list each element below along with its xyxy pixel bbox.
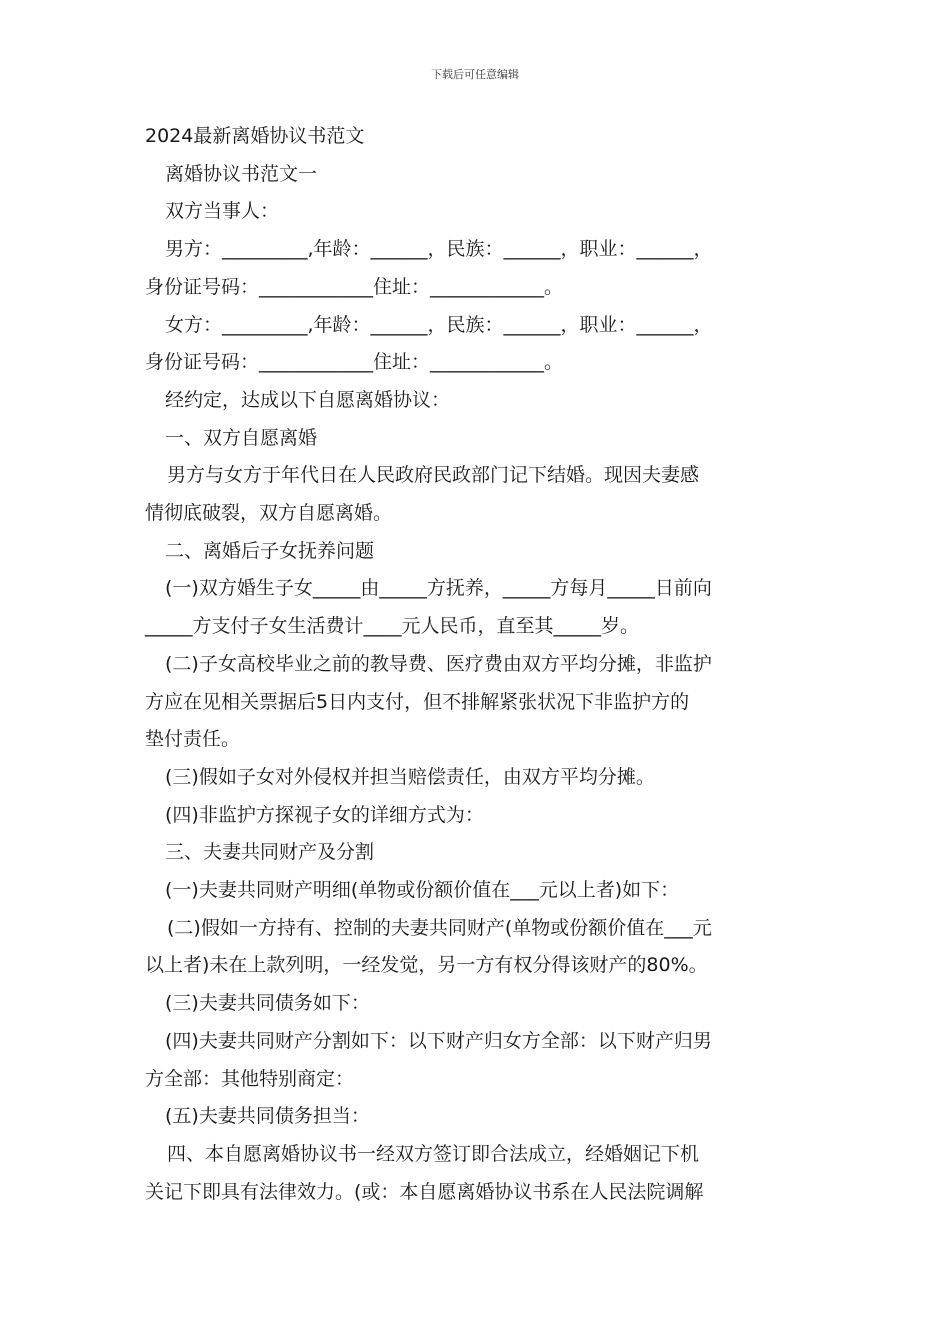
- document-title: 2024最新离婚协议书范文: [145, 125, 365, 147]
- document-paragraph: 身份证号码：____________住址：____________。: [145, 351, 564, 374]
- document-paragraph: (四)夫妻共同财产分割如下：以下财产归女方全部：以下财产归男: [165, 1029, 712, 1052]
- document-paragraph: 情彻底破裂，双方自愿离婚。: [145, 502, 393, 525]
- document-paragraph: 一、双方自愿离婚: [165, 426, 318, 449]
- document-paragraph: 二、离婚后子女抚养问题: [165, 539, 375, 562]
- document-paragraph: 男方与女方于年代日在人民政府民政部门记下结婚。现因夫妻感: [167, 464, 700, 487]
- document-paragraph: (一)夫妻共同财产明细(单物或份额价值在___元以上者)如下：: [165, 879, 680, 902]
- document-paragraph: 男方：_________,年龄：______，民族：______，职业：______，: [165, 238, 713, 261]
- document-paragraph: (一)双方婚生子女_____由_____方抚养，_____方每月_____日前向: [165, 577, 712, 600]
- document-paragraph: _____方支付子女生活费计____元人民币，直至其_____岁。: [145, 615, 640, 638]
- document-paragraph: 三、夫妻共同财产及分割: [165, 841, 375, 864]
- document-paragraph: 方应在见相关票据后5日内支付，但不排解紧张状况下非监护方的: [145, 690, 690, 713]
- document-paragraph: 离婚协议书范文一: [165, 162, 318, 185]
- document-paragraph: 方全部：其他特别商定：: [145, 1067, 355, 1090]
- document-paragraph: (三)假如子女对外侵权并担当赔偿责任，由双方平均分摊。: [165, 765, 655, 788]
- paragraph-list: [145, 156, 810, 1212]
- document-paragraph: (五)夫妻共同债务担当：: [165, 1105, 370, 1128]
- document-paragraph: (四)非监护方探视子女的详细方式为：: [165, 803, 484, 826]
- document-paragraph: 经约定，达成以下自愿离婚协议：: [165, 388, 451, 411]
- document-paragraph: 女方：_________,年龄：______，民族：______，职业：______，: [165, 313, 713, 336]
- document-body: [145, 118, 810, 1211]
- page-header-note: 下载后可任意编辑: [431, 68, 519, 81]
- document-paragraph: 四、本自愿离婚协议书一经双方签订即合法成立，经婚姻记下机: [167, 1142, 700, 1165]
- document-paragraph: 双方当事人：: [165, 200, 280, 223]
- document-paragraph: 以上者)未在上款列明，一经发觉，另一方有权分得该财产的80%。: [145, 954, 708, 977]
- document-paragraph: (二)假如一方持有、控制的夫妻共同财产(单物或份额价值在___元: [167, 916, 712, 939]
- document-paragraph: 身份证号码：____________住址：____________。: [145, 275, 564, 298]
- document-paragraph: (三)夫妻共同债务如下：: [165, 992, 370, 1015]
- document-paragraph: 垫付责任。: [145, 728, 241, 751]
- document-paragraph: 关记下即具有法律效力。(或：本自愿离婚协议书系在人民法院调解: [145, 1180, 704, 1203]
- document-paragraph: (二)子女高校毕业之前的教导费、医疗费由双方平均分摊，非监护: [165, 652, 712, 675]
